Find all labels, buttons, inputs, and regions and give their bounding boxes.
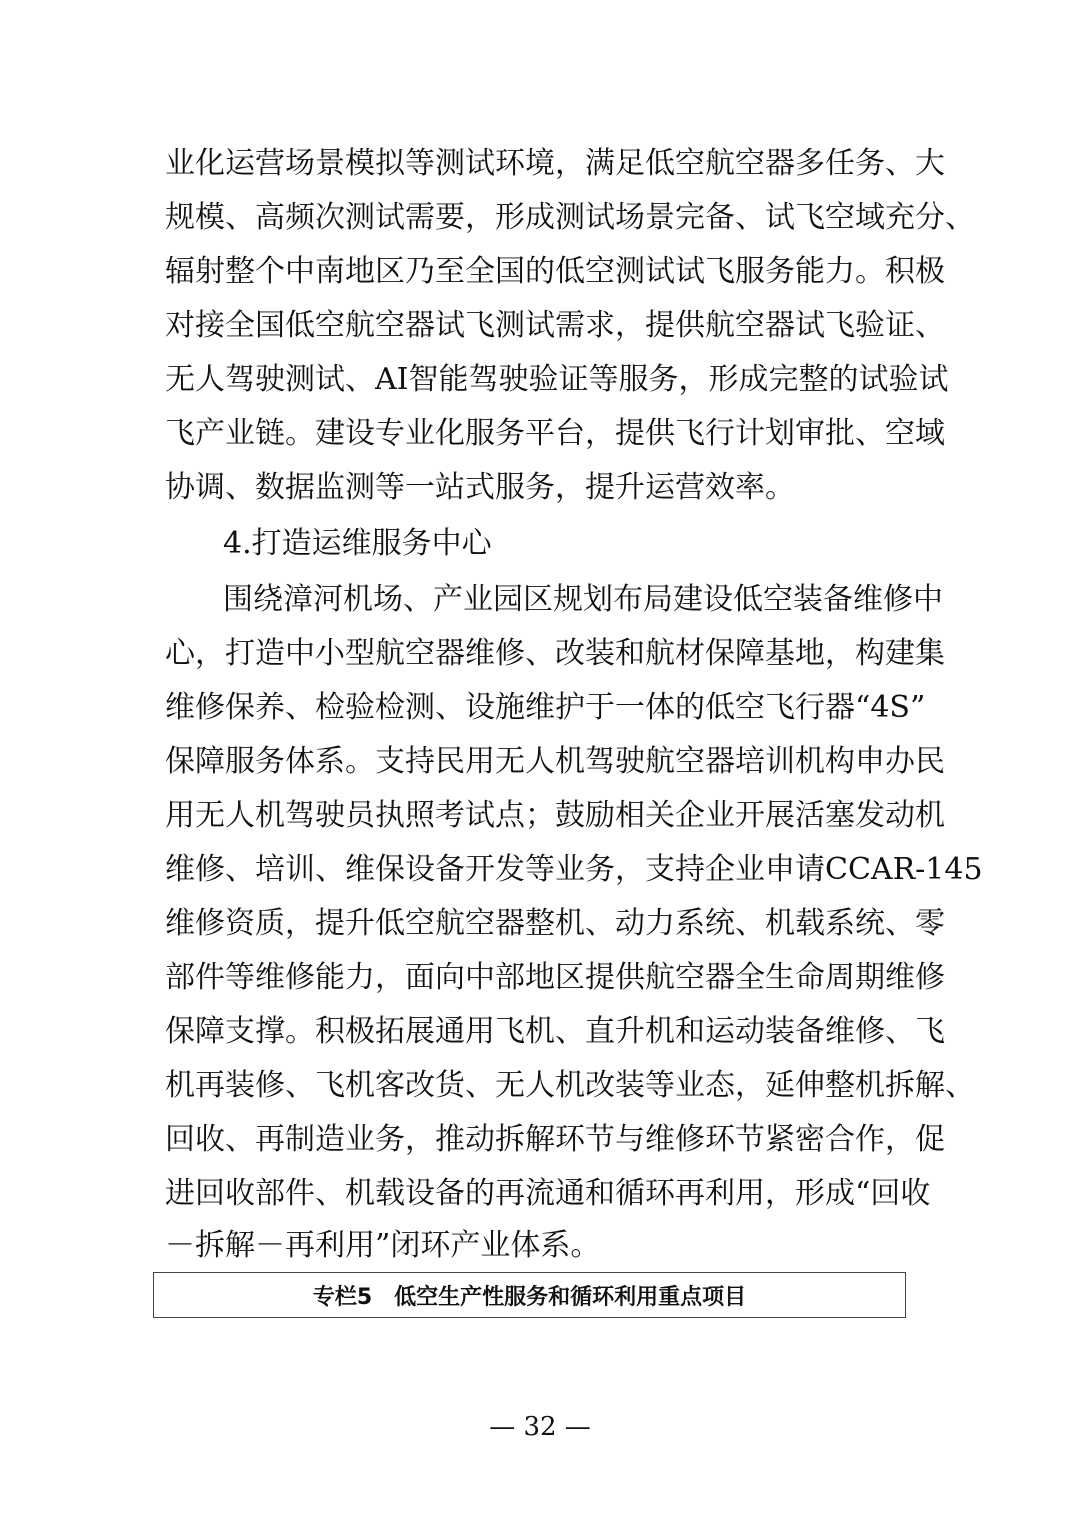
paragraph-line: 进回收部件、机载设备的再流通和循环再利用，形成“回收 — [165, 1176, 931, 1211]
paragraph-line: 机再装修、飞机客改货、无人机改装等业态，延伸整机拆解、 — [165, 1068, 975, 1103]
column-box — [153, 1272, 906, 1318]
column-title: 专栏5 低空生产性服务和循环利用重点项目 — [312, 1284, 747, 1310]
paragraph-line: 维修保养、检验检测、设施维护于一体的低空飞行器“4S” — [165, 690, 926, 725]
paragraph-line: 保障支撑。积极拓展通用飞机、直升机和运动装备维修、飞 — [165, 1014, 945, 1049]
paragraph-line: 规模、高频次测试需要，形成测试场景完备、试飞空域充分、 — [165, 200, 975, 235]
paragraph-line: 维修资质，提升低空航空器整机、动力系统、机载系统、零 — [165, 906, 945, 941]
paragraph-line: 维修、培训、维保设备开发等业务，支持企业申请CCAR-145 — [165, 852, 983, 887]
paragraph-line: 部件等维修能力，面向中部地区提供航空器全生命周期维修 — [165, 960, 945, 995]
section-heading: 4.打造运维服务中心 — [223, 526, 492, 561]
paragraph-line: 协调、数据监测等一站式服务，提升运营效率。 — [165, 470, 795, 505]
paragraph-line: 业化运营场景模拟等测试环境，满足低空航空器多任务、大 — [165, 146, 945, 181]
paragraph-line: 飞产业链。建设专业化服务平台，提供飞行计划审批、空域 — [165, 416, 945, 451]
paragraph-line: 对接全国低空航空器试飞测试需求，提供航空器试飞验证、 — [165, 308, 945, 343]
paragraph-line: 辐射整个中南地区乃至全国的低空测试试飞服务能力。积极 — [165, 254, 945, 289]
page-number: — 32 — — [489, 1412, 591, 1442]
paragraph-line: 心，打造中小型航空器维修、改装和航材保障基地，构建集 — [165, 636, 945, 671]
paragraph-line: 无人驾驶测试、AI智能驾驶验证等服务，形成完整的试验试 — [165, 362, 949, 397]
paragraph-line: －拆解－再利用”闭环产业体系。 — [165, 1228, 601, 1263]
paragraph-line: 围绕漳河机场、产业园区规划布局建设低空装备维修中 — [223, 582, 943, 617]
paragraph-line: 保障服务体系。支持民用无人机驾驶航空器培训机构申办民 — [165, 744, 945, 779]
paragraph-line: 用无人机驾驶员执照考试点；鼓励相关企业开展活塞发动机 — [165, 798, 945, 833]
paragraph-line: 回收、再制造业务，推动拆解环节与维修环节紧密合作，促 — [165, 1122, 945, 1157]
